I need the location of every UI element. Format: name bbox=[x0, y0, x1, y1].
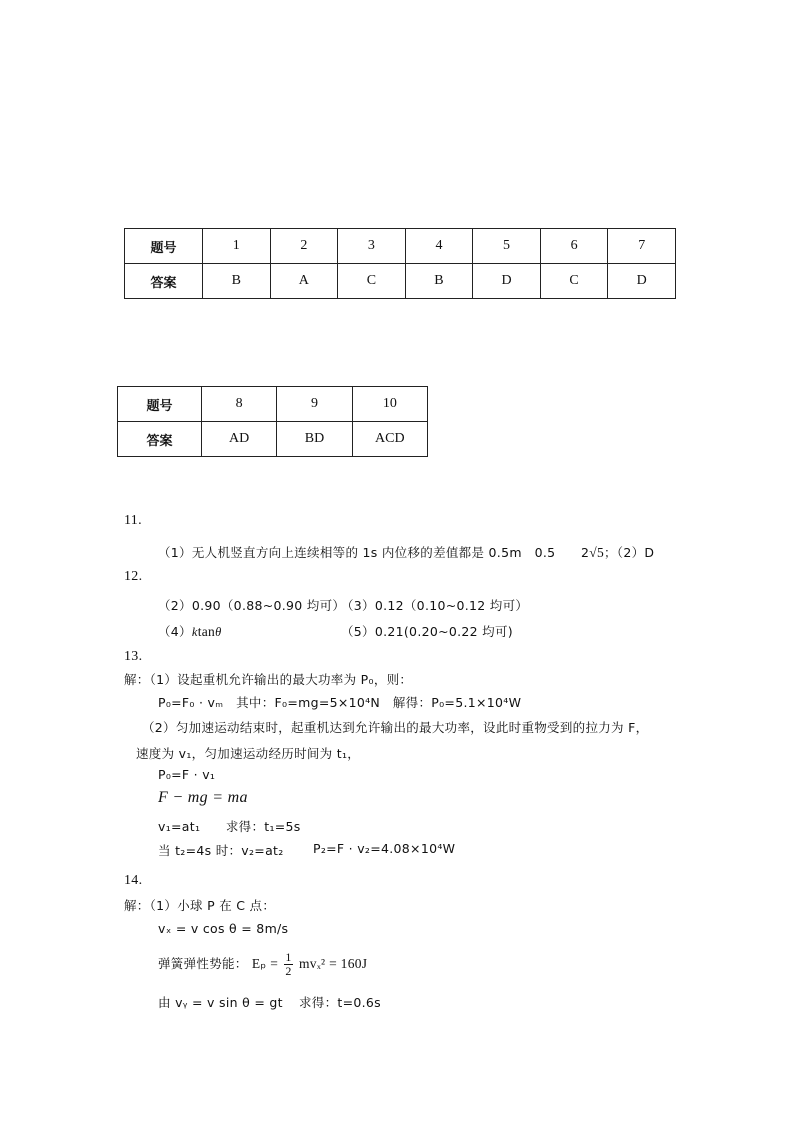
question-number-cell: 4 bbox=[405, 229, 473, 264]
question-13-line: 速度为 v₁，匀加速运动经历时间为 t₁， bbox=[136, 746, 361, 761]
answer-table-2 bbox=[117, 386, 428, 457]
answer-cell: ACD bbox=[352, 422, 427, 457]
table-header-cell: 题号 bbox=[125, 229, 203, 264]
fraction bbox=[284, 951, 292, 978]
table-row bbox=[118, 387, 428, 422]
answer-cell: D bbox=[608, 264, 676, 299]
fraction-denominator: 2 bbox=[285, 964, 292, 978]
math-function: tan bbox=[197, 624, 216, 639]
question-13-equation: 当 t₂=4s 时：v₂=at₂ bbox=[158, 843, 284, 858]
question-11-text-tail: ；（2）D bbox=[604, 545, 655, 560]
question-13-number: 13. bbox=[124, 649, 143, 664]
question-number-cell: 9 bbox=[277, 387, 352, 422]
question-12-part-3: （3）0.12（0.10~0.12 均可） bbox=[341, 598, 529, 613]
question-14-equation: 由 vᵧ = v sin θ = gt bbox=[158, 995, 283, 1010]
question-number-cell: 2 bbox=[270, 229, 338, 264]
question-13-line: P₀=F₀ · vₘ 其中：F₀=mg=5×10⁴N 解得：P₀=5.1×10⁴W bbox=[158, 695, 522, 710]
question-13-equation: F − mg = ma bbox=[158, 789, 248, 806]
question-number-cell: 7 bbox=[608, 229, 676, 264]
question-14-equation bbox=[158, 951, 367, 978]
answer-cell: D bbox=[473, 264, 541, 299]
equation-lhs: Eₚ = bbox=[251, 956, 279, 971]
math-variable: k bbox=[191, 625, 198, 639]
question-number-cell: 5 bbox=[473, 229, 541, 264]
question-12-part-2: （2）0.90（0.88~0.90 均可） bbox=[158, 598, 346, 613]
question-number-cell: 1 bbox=[203, 229, 271, 264]
answer-cell: A bbox=[270, 264, 338, 299]
question-11-text: （1）无人机竖直方向上连续相等的 1s 内位移的差值都是 0.5m 0.5 2 bbox=[158, 545, 590, 560]
question-13-line: 解：（1）设起重机允许输出的最大功率为 P₀，则： bbox=[124, 672, 413, 687]
question-number-cell: 3 bbox=[338, 229, 406, 264]
fraction-numerator: 1 bbox=[285, 950, 292, 964]
question-14-equation: vₓ = v cos θ = 8m/s bbox=[158, 921, 289, 936]
question-11-number: 11. bbox=[124, 513, 142, 528]
answer-cell: C bbox=[540, 264, 608, 299]
table-header-cell: 题号 bbox=[118, 387, 202, 422]
question-number-cell: 6 bbox=[540, 229, 608, 264]
question-number-cell: 8 bbox=[202, 387, 277, 422]
math-variable: θ bbox=[215, 625, 222, 639]
question-13-equation: P₀=F · v₁ bbox=[158, 767, 216, 782]
question-12-number: 12. bbox=[124, 569, 143, 584]
table-header-cell: 答案 bbox=[118, 422, 202, 457]
table-header-cell: 答案 bbox=[125, 264, 203, 299]
question-14-equation: 求得：t=0.6s bbox=[299, 995, 381, 1010]
answer-cell: AD bbox=[202, 422, 277, 457]
question-14-line: 解：（1）小球 P 在 C 点： bbox=[124, 898, 276, 913]
question-11-answer bbox=[158, 543, 654, 561]
question-13-line: （2）匀加速运动结束时，起重机达到允许输出的最大功率，设此时重物受到的拉力为 F， bbox=[142, 720, 649, 735]
answer-cell: BD bbox=[277, 422, 352, 457]
table-row bbox=[125, 264, 676, 299]
answer-cell: C bbox=[338, 264, 406, 299]
question-number-cell: 10 bbox=[352, 387, 427, 422]
question-14-number: 14. bbox=[124, 873, 143, 888]
sqrt-value: √5 bbox=[589, 545, 604, 560]
equation-label: 弹簧弹性势能： bbox=[158, 956, 248, 971]
part-prefix: （4） bbox=[158, 624, 192, 639]
question-12-part-5: （5）0.21(0.20~0.22 均可) bbox=[341, 624, 513, 639]
question-13-equation: v₁=at₁ 求得：t₁=5s bbox=[158, 819, 301, 834]
answer-table-1 bbox=[124, 228, 676, 299]
table-row bbox=[125, 229, 676, 264]
question-13-equation: P₂=F · v₂=4.08×10⁴W bbox=[313, 841, 456, 856]
table-row bbox=[118, 422, 428, 457]
answer-cell: B bbox=[203, 264, 271, 299]
question-12-part-4 bbox=[158, 622, 222, 640]
equation-rhs: mvₓ² = 160J bbox=[298, 956, 368, 971]
answer-cell: B bbox=[405, 264, 473, 299]
